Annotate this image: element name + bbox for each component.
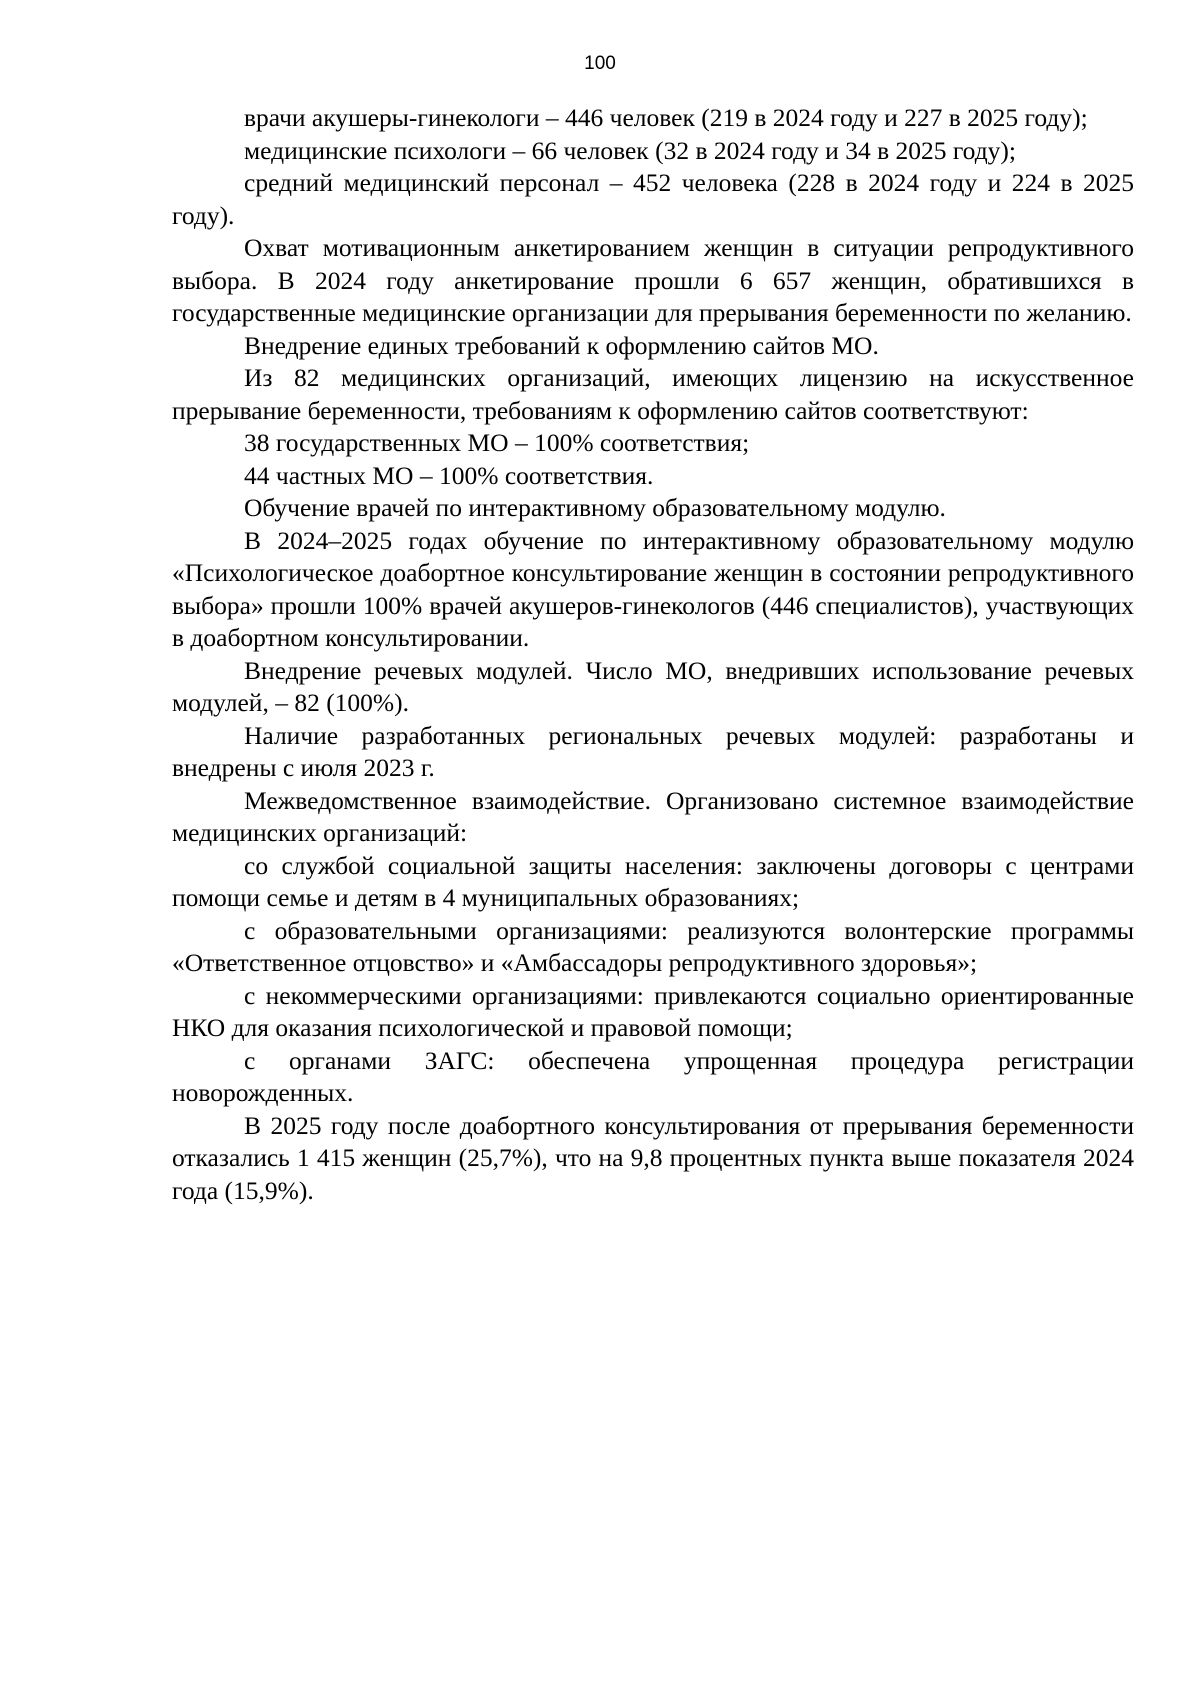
paragraph-nursing-staff-count: средний медицинский персонал – 452 человека (228 в 2024 году и 224 в 2025 году). bbox=[172, 168, 1134, 230]
paragraph-website-compliance: Из 82 медицинских организаций, имеющих лицензию на искусственное прерывание беременности, требованиям к оформлению сайтов соответствуют: bbox=[172, 363, 1134, 425]
page-number: 100 bbox=[584, 53, 616, 74]
paragraph-obgyn-count: врачи акушеры-гинекологи – 446 человек (219 в 2024 году и 227 в 2025 году); bbox=[244, 103, 1088, 132]
paragraph-private-mo: 44 частных МО – 100% соответствия. bbox=[244, 460, 654, 490]
paragraph-psychologists-count: медицинские психологи – 66 человек (32 в 2024 году и 34 в 2025 году); bbox=[244, 135, 1016, 165]
paragraph-public-mo: 38 государственных МО – 100% соответствия; bbox=[244, 428, 750, 457]
paragraph-registry-office: с органами ЗАГС: обеспечена упрощенная процедура регистрации новорожденных. bbox=[172, 1045, 1134, 1107]
paragraph-educational-orgs: с образовательными организациями: реализуются волонтерские программы «Ответственное отцовство» и «Амбассадоры репродуктивного здоровья»; bbox=[172, 915, 1134, 977]
paragraph-website-requirements: Внедрение единых требований к оформлению сайтов МО. bbox=[244, 330, 879, 360]
paragraph-survey-coverage: Охват мотивационным анкетированием женщин в ситуации репродуктивного выбора. В 2024 году анкетирование прошли 6 657 женщин, обратившихся в государственные медицинские организации для прерывания беременности по желанию. bbox=[172, 233, 1134, 327]
paragraph-doctor-training: Обучение врачей по интерактивному образовательному модулю. bbox=[244, 493, 946, 522]
paragraph-nonprofits: с некоммерческими организациями: привлекаются социально ориентированные НКО для оказания психологической и правовой помощи; bbox=[172, 980, 1134, 1042]
paragraph-regional-speech-modules: Наличие разработанных региональных речевых модулей: разработаны и внедрены с июля 2023 г. bbox=[172, 720, 1134, 782]
document-body bbox=[172, 102, 1134, 1207]
paragraph-speech-modules: Внедрение речевых модулей. Число МО, внедривших использование речевых модулей, – 82 (100%). bbox=[172, 655, 1134, 717]
paragraph-interagency-cooperation: Межведомственное взаимодействие. Организовано системное взаимодействие медицинских организаций: bbox=[172, 785, 1134, 847]
paragraph-training-results: В 2024–2025 годах обучение по интерактивному образовательному модулю «Психологическое доабортное консультирование женщин в состоянии репродуктивного выбора» прошли 100% врачей акушеров-гинекологов (446 специалистов), участвующих в доабортном консультировании. bbox=[172, 525, 1134, 652]
paragraph-refusal-results: В 2025 году после доабортного консультирования от прерывания беременности отказались 1 415 женщин (25,7%), что на 9,8 процентных пункта выше показателя 2024 года (15,9%). bbox=[172, 1110, 1134, 1205]
paragraph-social-protection: со службой социальной защиты населения: заключены договоры с центрами помощи семье и детям в 4 муниципальных образованиях; bbox=[172, 850, 1134, 912]
